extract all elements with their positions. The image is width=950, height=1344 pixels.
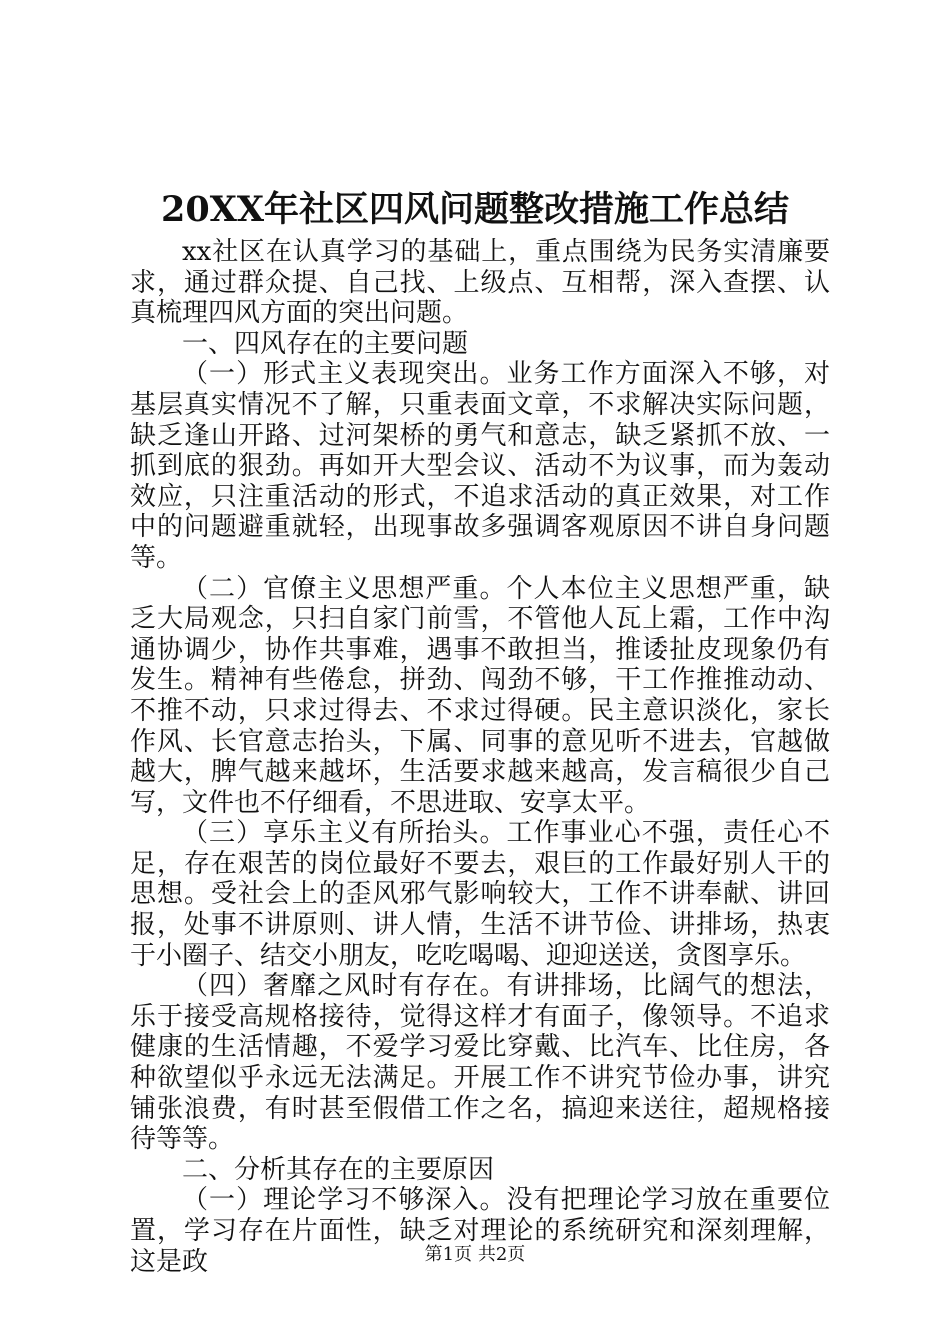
paragraph-intro: xx社区在认真学习的基础上，重点围绕为民务实清廉要求，通过群众提、自己找、上级点、互相帮，深入查摆、认真梳理四风方面的突出问题。 bbox=[130, 237, 830, 329]
paragraph-bureaucracy: （二）官僚主义思想严重。个人本位主义思想严重，缺乏大局观念，只扫自家门前雪，不管他人瓦上霜，工作中沟通协调少，协作共事难，遇事不敢担当，推诿扯皮现象仍有发生。精神有些倦怠，拼劲、闯劲不够，干工作推推动动、不推不动，只求过得去、不求过得硬。民主意识淡化，家长作风、长官意志抬头，下属、同事的意见听不进去，官越做越大，脾气越来越坏，生活要求越来越高，发言稿很少自己写，文件也不仔细看，不思进取、安享太平。 bbox=[130, 573, 830, 818]
paragraph-hedonism: （三）享乐主义有所抬头。工作事业心不强，责任心不足，存在艰苦的岗位最好不要去，艰巨的工作最好别人干的思想。受社会上的歪风邪气影响较大，工作不讲奉献、讲回报，处事不讲原则、讲人情，生活不讲节俭、讲排场，热衷于小圈子、结交小朋友，吃吃喝喝、迎迎送送，贪图享乐。 bbox=[130, 818, 830, 971]
page-footer: 第1页 共2页 bbox=[424, 1244, 526, 1265]
document-title: 20XX年社区四风问题整改措施工作总结 bbox=[160, 189, 790, 230]
section-heading-2: 二、分析其存在的主要原因 bbox=[182, 1154, 495, 1185]
paragraph-extravagance: （四）奢靡之风时有存在。有讲排场，比阔气的想法，乐于接受高规格接待，觉得这样才有面子，像领导。不追求健康的生活情趣，不爱学习爱比穿戴、比汽车、比住房，各种欲望似乎永远无法满足。开展工作不讲究节俭办事，讲究铺张浪费，有时甚至假借工作之名，搞迎来送往，超规格接待等等。 bbox=[130, 971, 830, 1155]
paragraph-theory-study: （一）理论学习不够深入。没有把理论学习放在重要位置，学习存在片面性，缺乏对理论的系统研究和深刻理解，这是政 bbox=[130, 1185, 830, 1277]
document-body bbox=[130, 237, 830, 1277]
paragraph-formalism: （一）形式主义表现突出。业务工作方面深入不够，对基层真实情况不了解，只重表面文章，不求解决实际问题，缺乏逢山开路、过河架桥的勇气和意志，缺乏紧抓不放、一抓到底的狠劲。再如开大型会议、活动不为议事，而为轰动效应，只注重活动的形式，不追求活动的真正效果，对工作中的问题避重就轻，出现事故多强调客观原因不讲自身问题等。 bbox=[130, 359, 830, 573]
section-heading-1: 一、四风存在的主要问题 bbox=[182, 328, 469, 359]
